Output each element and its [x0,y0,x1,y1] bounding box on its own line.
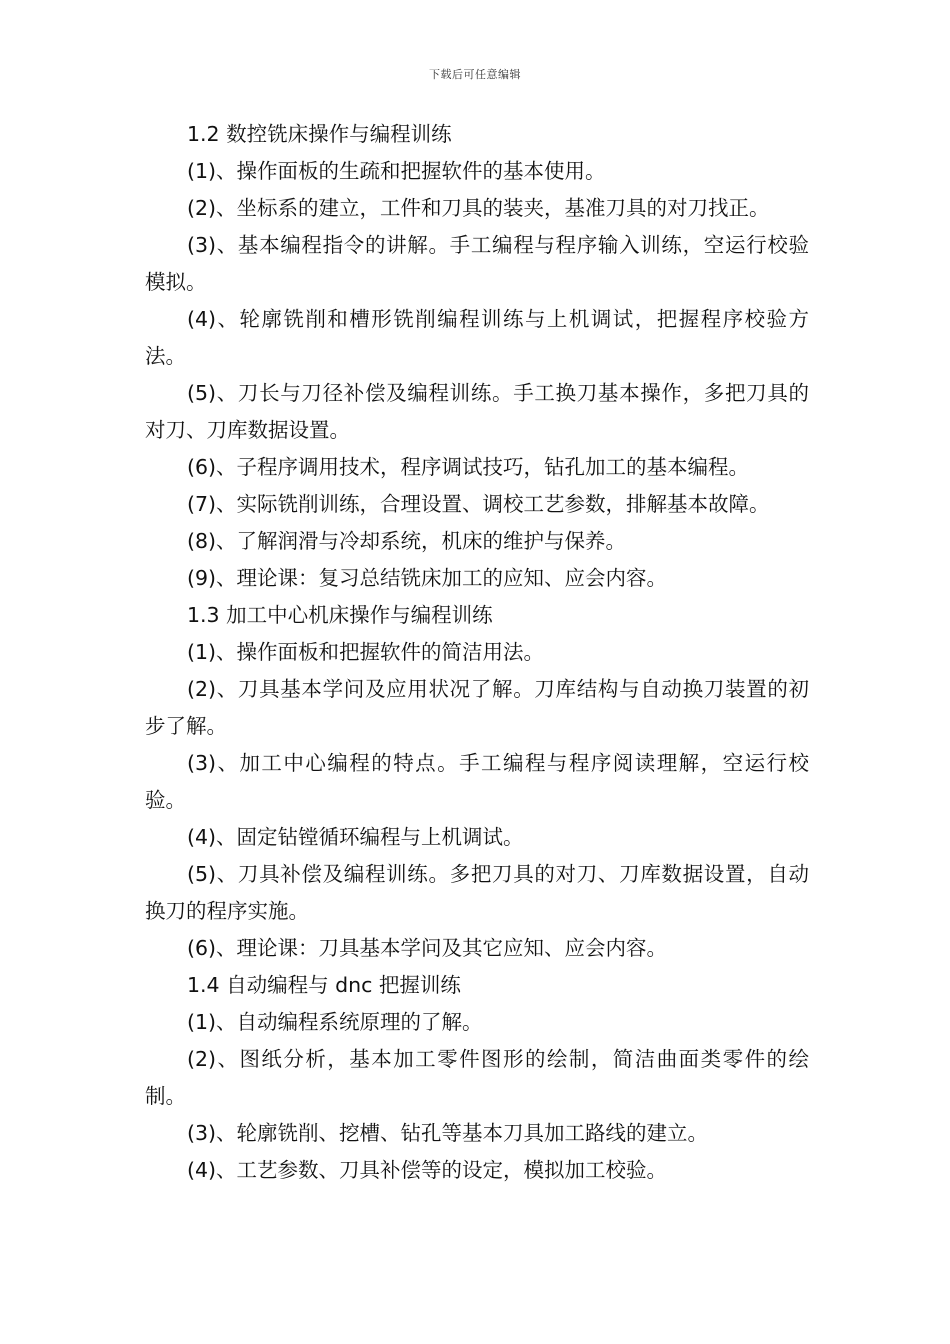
section-heading: 1.3 加工中心机床操作与编程训练 [187,603,493,627]
page-header: 下载后可任意编辑 [429,68,521,81]
list-item: (2)、图纸分析，基本加工零件图形的绘制，简洁曲面类零件的绘制。 [145,1047,809,1108]
list-item: (8)、了解润滑与冷却系统，机床的维护与保养。 [187,529,627,553]
list-item: (2)、坐标系的建立，工件和刀具的装夹，基准刀具的对刀找正。 [187,196,770,220]
list-item: (3)、加工中心编程的特点。手工编程与程序阅读理解，空运行校验。 [145,751,809,812]
list-item: (4)、轮廓铣削和槽形铣削编程训练与上机调试，把握程序校验方法。 [145,307,809,368]
list-item: (6)、理论课：刀具基本学问及其它应知、应会内容。 [187,936,668,960]
list-item: (7)、实际铣削训练，合理设置、调校工艺参数，排解基本故障。 [187,492,770,516]
list-item: (9)、理论课：复习总结铣床加工的应知、应会内容。 [187,566,668,590]
list-item: (1)、操作面板和把握软件的简洁用法。 [187,640,545,664]
document-body [145,116,809,1189]
list-item: (1)、操作面板的生疏和把握软件的基本使用。 [187,159,606,183]
list-item: (3)、基本编程指令的讲解。手工编程与程序输入训练，空运行校验模拟。 [145,233,809,294]
list-item: (2)、刀具基本学问及应用状况了解。刀库结构与自动换刀装置的初步了解。 [145,677,809,738]
list-item: (5)、刀具补偿及编程训练。多把刀具的对刀、刀库数据设置，自动换刀的程序实施。 [145,862,809,923]
section-heading: 1.4 自动编程与 dnc 把握训练 [187,973,461,997]
section-heading: 1.2 数控铣床操作与编程训练 [187,122,452,146]
list-item: (6)、子程序调用技术，程序调试技巧，钻孔加工的基本编程。 [187,455,750,479]
list-item: (4)、工艺参数、刀具补偿等的设定，模拟加工校验。 [187,1158,668,1182]
list-item: (5)、刀长与刀径补偿及编程训练。手工换刀基本操作，多把刀具的对刀、刀库数据设置。 [145,381,809,442]
list-item: (3)、轮廓铣削、挖槽、钻孔等基本刀具加工路线的建立。 [187,1121,709,1145]
list-item: (4)、固定钻镗循环编程与上机调试。 [187,825,524,849]
list-item: (1)、自动编程系统原理的了解。 [187,1010,483,1034]
